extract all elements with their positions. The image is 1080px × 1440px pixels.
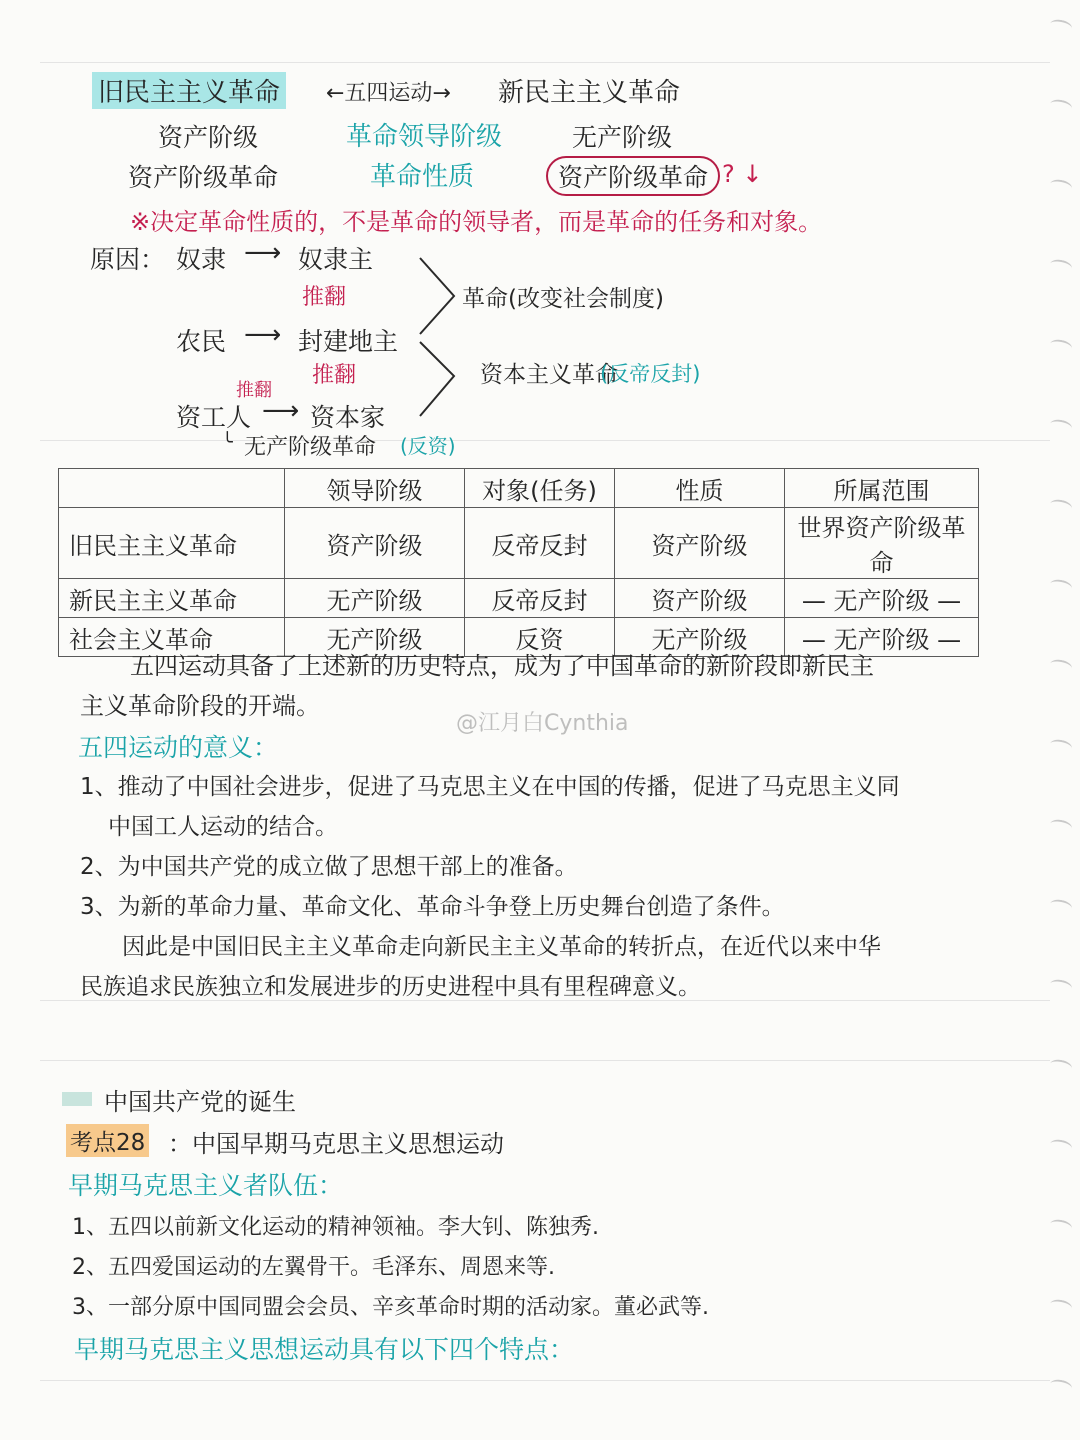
features-title: 早期马克思主义思想运动具有以下四个特点： (74, 1335, 575, 1364)
capitalist-revolution-note: (反帝反封) (600, 362, 701, 386)
header-may-fourth: ←五四运动→ (326, 81, 451, 106)
reason-slave-owner: 奴隶主 (298, 245, 374, 274)
binding-ring (1049, 498, 1073, 514)
table-cell: 旧民主主义革命 (59, 508, 285, 579)
table-header-row (59, 469, 979, 508)
para1-line2: 主义革命阶段的开端。 (80, 692, 320, 720)
binding-ring (1049, 978, 1073, 994)
binding-ring (1049, 578, 1073, 594)
section-marker (62, 1092, 92, 1106)
revolution-change-system: 革命(改变社会制度) (462, 286, 664, 312)
binding-ring (1049, 738, 1073, 754)
table-header-cell (59, 469, 285, 508)
table-cell: 反资 (465, 618, 615, 657)
overthrow-1: 推翻 (302, 285, 347, 310)
proletarian-note: (反资) (400, 434, 456, 458)
ruled-line (40, 1380, 1050, 1381)
header-new-revolution: 新民主主义革命 (498, 78, 681, 108)
arrow-icon: ⟶ (244, 238, 282, 268)
team-title: 早期马克思主义者队伍： (68, 1171, 344, 1200)
team-item3: 3、一部分原中国同盟会会员、辛亥革命时期的活动家。董必武等. (72, 1295, 709, 1320)
kaodian-title: ：中国早期马克思主义思想运动 (168, 1130, 504, 1158)
reason-worker: 资工人 (176, 403, 252, 432)
table-cell: — 无产阶级 — (785, 618, 979, 657)
table-cell: 无产阶级 (615, 618, 785, 657)
table-cell: 无产阶级 (285, 579, 465, 618)
new-nature-circled: 资产阶级革命 (546, 156, 720, 196)
table-cell: 反帝反封 (465, 508, 615, 579)
table-header-cell: 领导阶级 (285, 469, 465, 508)
binding-ring (1049, 178, 1073, 194)
team-item1: 1、五四以前新文化运动的精神领袖。李大钊、陈独秀. (72, 1215, 599, 1240)
table-cell: 资产阶级 (615, 579, 785, 618)
binding-ring (1049, 1058, 1073, 1074)
table-row (59, 508, 979, 579)
note-red: ※决定革命性质的，不是革命的领导者，而是革命的任务和对象。 (130, 208, 823, 236)
table-row (59, 579, 979, 618)
overthrow-3: 推翻 (236, 380, 272, 401)
conclusion-line1: 因此是中国旧民主主义革命走向新民主主义革命的转折点，在近代以来中华 (122, 934, 881, 960)
arrow-icon: ⟶ (262, 396, 300, 426)
header-old-revolution: 旧民主主义革命 (92, 72, 286, 109)
table-cell: 资产阶级 (285, 508, 465, 579)
binding-ring (1049, 818, 1073, 834)
reason-label: 原因： (90, 245, 166, 274)
significance-item2: 2、为中国共产党的成立做了思想干部上的准备。 (80, 854, 578, 880)
binding-ring (1049, 898, 1073, 914)
conclusion-line2: 民族追求民族独立和发展进步的历史进程中具有里程碑意义。 (80, 974, 701, 1000)
table-header-cell: 所属范围 (785, 469, 979, 508)
watermark: @江月白Cynthia (456, 711, 629, 736)
binding-ring (1049, 258, 1073, 274)
binding-ring (1049, 418, 1073, 434)
overthrow-2: 推翻 (312, 363, 357, 388)
binding-ring (1049, 98, 1073, 114)
kaodian-tag: 考点28 (66, 1124, 149, 1157)
table-cell: 资产阶级 (615, 508, 785, 579)
binding-ring (1049, 1138, 1073, 1154)
binding-ring (1049, 658, 1073, 674)
reason-landlord: 封建地主 (298, 327, 399, 356)
table-cell: 无产阶级 (285, 618, 465, 657)
revolution-comparison-table (58, 468, 979, 657)
reason-peasant: 农民 (176, 327, 227, 356)
curve-arrow-icon: ╰ (222, 432, 233, 453)
old-leader: 资产阶级 (158, 123, 259, 152)
reason-capitalist: 资本家 (310, 403, 386, 432)
table-cell: 世界资产阶级革命 (785, 508, 979, 579)
ruled-line (40, 1060, 1050, 1061)
table-cell: — 无产阶级 — (785, 579, 979, 618)
new-leader: 无产阶级 (572, 123, 673, 152)
section2-title: 中国共产党的诞生 (104, 1088, 296, 1116)
table-header-cell: 性质 (615, 469, 785, 508)
ruled-line (40, 62, 1050, 63)
binding-ring (1049, 1378, 1073, 1394)
binding-ring (1049, 338, 1073, 354)
team-item2: 2、五四爱国运动的左翼骨干。毛泽东、周恩来等. (72, 1255, 555, 1280)
brace-icon (416, 252, 466, 422)
ruled-line (40, 440, 1050, 441)
table-header-cell: 对象(任务) (465, 469, 615, 508)
significance-item1-line1: 1、推动了中国社会进步，促进了马克思主义在中国的传播，促进了马克思主义同 (80, 774, 900, 800)
table-cell: 反帝反封 (465, 579, 615, 618)
binding-ring (1049, 1218, 1073, 1234)
significance-item1-line2: 中国工人运动的结合。 (108, 814, 338, 840)
question-mark: ? ↓ (722, 160, 763, 188)
arrow-icon: ⟶ (244, 320, 282, 350)
para1-line1: 五四运动具备了上述新的历史特点，成为了中国革命的新阶段即新民主 (130, 652, 874, 680)
significance-title: 五四运动的意义： (78, 733, 279, 762)
reason-slave: 奴隶 (176, 245, 227, 274)
capitalist-revolution: 资本主义革命 (480, 362, 618, 388)
table-cell: 社会主义革命 (59, 618, 285, 657)
binding-ring (1049, 1298, 1073, 1314)
significance-item3: 3、为新的革命力量、革命文化、革命斗争登上历史舞台创造了条件。 (80, 894, 785, 920)
nature-label: 革命性质 (370, 162, 475, 192)
leader-label: 革命领导阶级 (346, 122, 503, 152)
proletarian-revolution: 无产阶级革命 (244, 435, 377, 460)
table-cell: 新民主主义革命 (59, 579, 285, 618)
old-nature: 资产阶级革命 (128, 163, 279, 192)
binding-ring (1049, 18, 1073, 34)
